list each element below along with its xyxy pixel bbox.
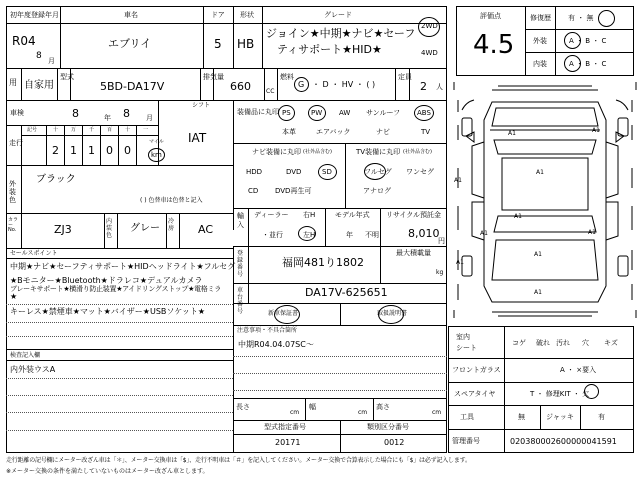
divider bbox=[100, 125, 101, 165]
exterior-label: 外装 bbox=[533, 37, 547, 45]
type-spec-value: 20171 bbox=[275, 438, 301, 447]
digit-header-symbol: 記号 bbox=[27, 127, 38, 133]
damage-mark: A1 bbox=[508, 130, 516, 137]
divider bbox=[21, 135, 158, 136]
divider bbox=[233, 373, 447, 374]
first-registration-label: 初年度登録年月 bbox=[10, 11, 59, 19]
km-unit: km bbox=[151, 151, 162, 159]
model-year-unit: 年 bbox=[346, 231, 353, 239]
tv-oneseg: ワンセグ bbox=[406, 168, 434, 176]
grade-label: グレード bbox=[324, 11, 352, 19]
divider bbox=[305, 398, 306, 420]
divider bbox=[340, 303, 341, 325]
import-parallel: ・並行 bbox=[262, 231, 283, 239]
divider bbox=[6, 360, 233, 361]
inspection-month: 8 bbox=[123, 107, 130, 120]
divider bbox=[6, 304, 233, 305]
divider bbox=[179, 213, 180, 248]
repair-history-label: 修復歴 bbox=[530, 14, 551, 22]
jack-label: ジャッキ bbox=[546, 413, 574, 421]
divider bbox=[233, 434, 447, 435]
divider bbox=[233, 6, 234, 68]
registration-month: 8 bbox=[36, 51, 42, 61]
navi-hdd: HDD bbox=[246, 168, 263, 176]
divider bbox=[6, 258, 233, 259]
divider bbox=[555, 6, 556, 76]
sales-line-1: 中期★ナビ★セーフティサポート★HIDヘッドライト★フルセグ bbox=[10, 262, 236, 271]
tv-label: TV装備に丸印 bbox=[356, 148, 401, 156]
mile-unit: マイル bbox=[149, 139, 164, 145]
height-label: 高さ bbox=[376, 403, 390, 411]
divider bbox=[525, 29, 634, 30]
digit-value: 2 bbox=[52, 144, 59, 157]
management-number-value: 020380002600000041591 bbox=[510, 437, 617, 446]
seat-item: 穴 bbox=[582, 339, 589, 347]
digit-header: 十 bbox=[125, 127, 131, 133]
mileage-label: 走行 bbox=[9, 139, 23, 147]
import-label: 輸入 bbox=[237, 212, 244, 229]
navi-sd: SD bbox=[322, 168, 332, 176]
class-value: 0012 bbox=[384, 438, 405, 447]
damage-mark: A1 bbox=[592, 127, 600, 134]
notes-value: 中期R04.04.07SC〜 bbox=[238, 340, 314, 349]
jack-value: 有 bbox=[598, 413, 605, 421]
divider bbox=[117, 213, 118, 248]
max-load-label: 最大積載量 bbox=[396, 249, 431, 257]
divider bbox=[373, 398, 374, 420]
equip-pw: PW bbox=[311, 109, 323, 117]
exterior-color-value: ブラック bbox=[36, 174, 76, 185]
digit-value: 0 bbox=[106, 144, 113, 157]
handle-right: 右H bbox=[303, 211, 316, 219]
navi-dvd-play: DVD再生可 bbox=[275, 187, 312, 195]
equip-tv: TV bbox=[421, 128, 431, 136]
interior-color-label: 内装色 bbox=[106, 218, 113, 239]
tools-label: 工具 bbox=[460, 413, 474, 421]
divider bbox=[136, 125, 137, 165]
divider bbox=[6, 165, 233, 166]
width-label: 幅 bbox=[309, 403, 316, 411]
divider bbox=[57, 68, 58, 100]
seat-item: キズ bbox=[604, 339, 618, 347]
management-number-label: 管理番号 bbox=[452, 437, 480, 445]
shift-value: IAT bbox=[188, 131, 207, 145]
equip-ps: PS bbox=[282, 109, 291, 117]
model-year-label: モデル年式 bbox=[335, 211, 370, 219]
footer-note-2: ※メーター交換の条件を満たしていないものはメーター改ざん車とします。 bbox=[6, 468, 209, 475]
digit-header: 万 bbox=[71, 127, 77, 133]
row2-bottom-border bbox=[6, 100, 447, 101]
divider bbox=[540, 405, 541, 429]
capacity-label: 定員 bbox=[398, 73, 412, 81]
spare-tire-value: T ・ 修理KIT ・ 欠 bbox=[530, 390, 590, 398]
divider bbox=[325, 208, 326, 246]
divider bbox=[82, 125, 83, 165]
equip-leather: 本革 bbox=[282, 128, 296, 136]
ac-value: AC bbox=[198, 223, 214, 236]
divider bbox=[203, 6, 204, 68]
equip-aw: AW bbox=[339, 109, 351, 117]
divider bbox=[60, 6, 61, 68]
divider bbox=[64, 125, 65, 165]
damage-mark: A1 bbox=[534, 289, 542, 296]
row1-bottom-border bbox=[6, 68, 447, 69]
divider bbox=[345, 143, 346, 208]
inspection-year-unit: 年 bbox=[104, 114, 111, 122]
vehicle-damage-diagram bbox=[452, 80, 638, 320]
damage-mark: A1 bbox=[588, 229, 596, 236]
divider bbox=[248, 208, 249, 246]
registration-value: 福岡481り1802 bbox=[282, 256, 364, 269]
divider bbox=[6, 430, 233, 431]
handle-left: 左H bbox=[303, 231, 316, 239]
navi-cd: CD bbox=[248, 187, 259, 195]
spare-tire-label: スペアタイヤ bbox=[454, 390, 496, 398]
divider bbox=[264, 68, 265, 100]
tv-analog: アナログ bbox=[363, 187, 391, 195]
displacement-label: 排気量 bbox=[203, 73, 224, 81]
divider bbox=[248, 246, 249, 303]
divider bbox=[233, 325, 447, 326]
color-change-note: ( ) 色替車は色替と記入 bbox=[140, 197, 203, 204]
score-label: 評価点 bbox=[480, 12, 501, 20]
interior-label: 内装 bbox=[533, 60, 547, 68]
divider bbox=[233, 246, 234, 453]
divider bbox=[448, 405, 634, 406]
fuel-options: ・ D ・ HV ・ ( ) bbox=[312, 80, 376, 89]
digit-value: 1 bbox=[88, 144, 95, 157]
month-unit: 月 bbox=[48, 57, 55, 65]
spare-kit-circle bbox=[584, 384, 599, 399]
seat-item: コゲ bbox=[512, 339, 526, 347]
divider bbox=[380, 246, 381, 283]
divider bbox=[104, 213, 105, 248]
tv-note: (社外品含む) bbox=[403, 149, 432, 155]
digit-value: 0 bbox=[124, 144, 131, 157]
divider bbox=[46, 125, 47, 165]
repair-none-circle bbox=[598, 10, 615, 27]
recycle-label: リサイクル預託金 bbox=[386, 211, 442, 219]
divider bbox=[262, 6, 263, 68]
divider bbox=[21, 165, 22, 248]
damage-mark: A1 bbox=[534, 251, 542, 258]
equip-navi: ナビ bbox=[376, 128, 390, 136]
inspector-label: 検査記入欄 bbox=[10, 352, 41, 359]
divider bbox=[395, 68, 396, 100]
divider bbox=[21, 68, 22, 100]
navi-dvd: DVD bbox=[286, 168, 302, 176]
glass-label: フロントガラス bbox=[452, 366, 501, 374]
digit-header: 一 bbox=[143, 127, 149, 133]
doors-value: 5 bbox=[214, 37, 222, 51]
width-unit: cm bbox=[358, 409, 368, 416]
score-value: 4.5 bbox=[473, 30, 515, 60]
divider bbox=[233, 390, 447, 391]
damage-mark: A1 bbox=[480, 230, 488, 237]
length-unit: cm bbox=[290, 409, 300, 416]
divider bbox=[6, 213, 233, 214]
divider bbox=[504, 326, 505, 453]
height-unit: cm bbox=[432, 409, 442, 416]
divider bbox=[233, 143, 447, 144]
registration-label: 登録番号 bbox=[237, 250, 244, 278]
tools-value: 無 bbox=[518, 413, 525, 421]
inspection-label: 車検 bbox=[10, 109, 24, 117]
equip-sunroof: サンルーフ bbox=[366, 109, 401, 117]
digit-header: 百 bbox=[107, 127, 113, 133]
divider bbox=[380, 208, 381, 246]
ac-label: 冷房 bbox=[168, 218, 175, 232]
glass-value: A ・ ×要入 bbox=[560, 366, 597, 374]
divider bbox=[6, 336, 233, 337]
seat-label-1: 室内 bbox=[456, 333, 470, 341]
inspection-month-unit: 月 bbox=[146, 114, 153, 122]
footer-note-1: 走行距離の記号欄にメーター改ざん車は「＊」、メーター交換車は「$」、走行不明車は「＃」を記入してください。メーター交換で合算表示した場合にも「$」は必ず記入します。 bbox=[6, 457, 471, 464]
recycle-unit: 円 bbox=[438, 237, 445, 245]
sales-point-label: セールスポイント bbox=[10, 250, 58, 257]
registration-year: R04 bbox=[12, 34, 36, 48]
row2-marker: 用 bbox=[9, 78, 17, 87]
chassis-label: 車台番号 bbox=[237, 287, 244, 315]
grade-line-2: ティサポート★HID★ bbox=[277, 43, 382, 56]
divider bbox=[448, 382, 634, 383]
doors-label: ドア bbox=[211, 11, 225, 19]
equip-abs: ABS bbox=[417, 109, 431, 117]
divider bbox=[448, 358, 634, 359]
displacement-value: 660 bbox=[230, 80, 251, 93]
shape-label: 形状 bbox=[240, 11, 254, 19]
divider bbox=[233, 208, 447, 209]
divider bbox=[6, 349, 233, 350]
max-load-unit: kg bbox=[436, 269, 444, 276]
capacity-value: 2 bbox=[420, 80, 427, 93]
divider bbox=[340, 420, 341, 453]
divider bbox=[525, 6, 526, 76]
header-label-divider bbox=[6, 23, 447, 24]
fuel-g: G bbox=[298, 80, 305, 89]
navi-label: ナビ装備に丸印 bbox=[252, 148, 301, 156]
damage-mark: A1 bbox=[456, 259, 464, 266]
model-name-label: 車名 bbox=[124, 11, 138, 19]
divider bbox=[277, 68, 278, 100]
exterior-color-label: 外装色 bbox=[9, 180, 16, 204]
interior-color-value: グレー bbox=[130, 223, 160, 234]
length-label: 長さ bbox=[236, 403, 250, 411]
type-label: 型式 bbox=[60, 73, 74, 81]
shift-label: シフト bbox=[192, 102, 211, 109]
seat-item: 汚れ bbox=[556, 339, 570, 347]
drive-2wd: 2WD bbox=[421, 22, 438, 30]
equip-airbag: エアバック bbox=[316, 128, 351, 136]
divider bbox=[200, 68, 201, 100]
shape-value: HB bbox=[237, 37, 255, 51]
exterior-grades: A ・ B ・ C bbox=[569, 37, 607, 45]
divider bbox=[233, 356, 447, 357]
divider bbox=[233, 246, 447, 247]
color-no-value: ZJ3 bbox=[54, 223, 72, 236]
divider bbox=[233, 398, 447, 399]
inspection-year: 8 bbox=[72, 107, 79, 120]
drive-4wd: 4WD bbox=[421, 49, 438, 57]
divider bbox=[6, 378, 233, 379]
divider bbox=[6, 322, 233, 323]
model-name: エブリイ bbox=[108, 37, 152, 50]
fuel-label: 燃料 bbox=[280, 73, 294, 81]
divider bbox=[448, 429, 634, 430]
sales-line-2: ★Bモニター★Bluetooth★ドラレコ★デュアルカメラ bbox=[10, 276, 203, 285]
divider bbox=[525, 52, 634, 53]
digit-header: 千 bbox=[89, 127, 95, 133]
seat-label-2: シート bbox=[456, 344, 477, 352]
divider bbox=[233, 100, 234, 230]
divider bbox=[166, 213, 167, 248]
capacity-unit: 人 bbox=[436, 83, 443, 91]
divider bbox=[6, 248, 233, 249]
digit-header: 十 bbox=[53, 127, 59, 133]
class-label: 類別区分番号 bbox=[367, 423, 409, 431]
sales-line-4: ★ bbox=[10, 292, 18, 301]
divider bbox=[118, 125, 119, 165]
digit-value: 1 bbox=[70, 144, 77, 157]
recycle-value: 8,010 bbox=[408, 227, 440, 240]
damage-mark: A1 bbox=[536, 169, 544, 176]
interior-grades: A ・ B ・ C bbox=[569, 60, 607, 68]
damage-mark: A1 bbox=[514, 213, 522, 220]
sales-line-5: キーレス★禁煙車★マット★バイザー★USBソケット★ bbox=[10, 307, 206, 316]
divider bbox=[580, 405, 581, 429]
repair-history-options: 有 ・ 無 bbox=[568, 14, 594, 22]
tv-fullseg: フルセグ bbox=[364, 168, 392, 176]
manual-label: 取扱説明書 bbox=[377, 310, 408, 317]
grade-line-1: ジョイン★中期★ナビ★セーフ bbox=[266, 27, 416, 40]
type-value: 5BD-DA17V bbox=[100, 80, 165, 93]
divider bbox=[6, 412, 233, 413]
cc-unit: CC bbox=[266, 88, 275, 95]
navi-note: (社外品含む) bbox=[303, 149, 332, 155]
seat-item: 破れ bbox=[536, 339, 550, 347]
chassis-value: DA17V-625651 bbox=[305, 286, 388, 299]
inspector-value: 内外装ウスA bbox=[10, 365, 56, 374]
import-dealer: ディーラー bbox=[254, 211, 289, 219]
type-spec-label: 型式指定番号 bbox=[264, 423, 306, 431]
purpose-value: 自家用 bbox=[24, 80, 54, 91]
warranty-label: 新車保証書 bbox=[268, 310, 299, 317]
color-no-label: カラーNo. bbox=[8, 217, 19, 233]
sales-line-3: ブレーキサポート★横滑り防止装置★アイドリングストップ★電格ミラ bbox=[10, 285, 221, 293]
notes-label: 注意事項・不具合箇所 bbox=[237, 327, 298, 334]
model-year-unknown: 不明 bbox=[365, 231, 379, 239]
divider bbox=[6, 395, 233, 396]
equipment-label: 装備品に丸印 bbox=[237, 108, 279, 116]
divider bbox=[233, 283, 447, 284]
damage-mark: A1 bbox=[454, 177, 462, 184]
